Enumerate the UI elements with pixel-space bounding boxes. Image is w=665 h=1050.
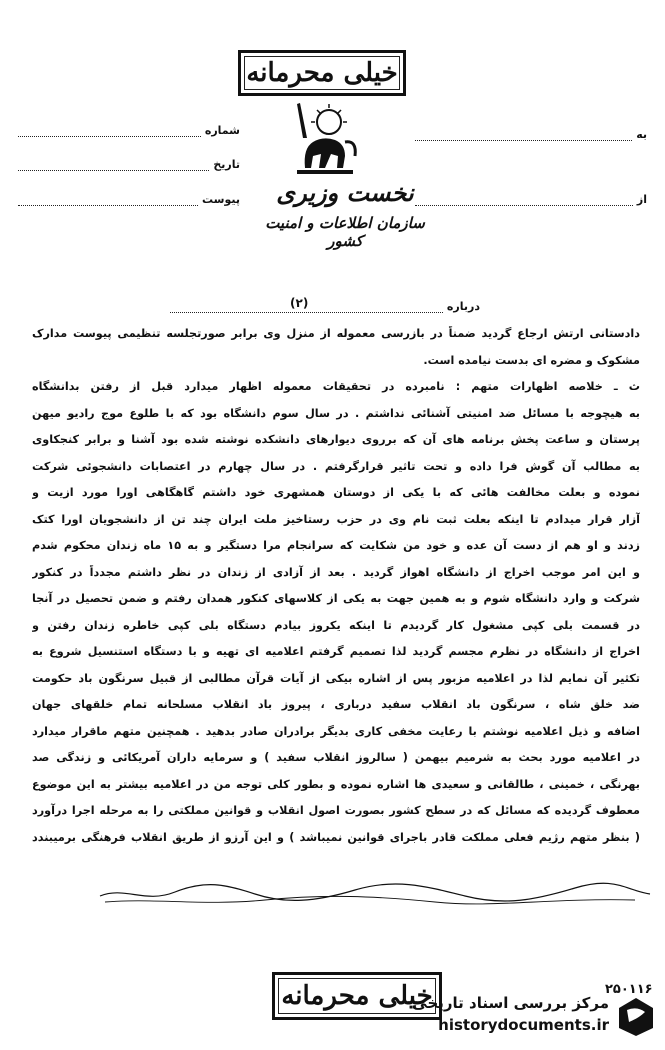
date-field — [18, 158, 240, 171]
text-line: و این امر موجب اخراج از دانشگاه اهواز گردید . بعد از آزادی از زندان در نظر داشتم مجدداً در کنکور — [32, 565, 640, 579]
to-label: به — [636, 128, 647, 141]
subject-line — [170, 296, 443, 313]
date-line — [18, 160, 209, 171]
number-line — [18, 126, 201, 137]
to-field — [415, 128, 647, 141]
subject-label: درباره — [446, 300, 480, 313]
from-line — [415, 195, 633, 206]
number-label: شماره — [204, 124, 240, 137]
archive-logo-icon — [615, 996, 657, 1038]
text-line: مشکوک و مضره ای بدست نیامده است. — [423, 353, 640, 367]
attachment-label: پیوست — [202, 193, 240, 206]
from-label: از — [636, 193, 647, 206]
text-line: ضد خلق شاه ، سرنگون باد انقلاب سفید درباری ، پیروز باد انقلاب مسلحانه تمام خلقهای جهان — [32, 698, 640, 711]
text-line: ث ـ خلاصه اظهارات متهم : نامبرده در تحقیقات معموله اظهار میدارد قبل از رفتن بدانشگاه — [32, 380, 640, 393]
text-line: تکثیر آن نمایم لذا در اعلامیه مزبور پس از اشاره بیکی از آیات قرآن مطالبی از قبیل سرنگون باد حکومت — [32, 671, 640, 685]
text-line: شرکت و وارد دانشگاه شوم و به همین جهت به یکی از کلاسهای کنکور همدان رفتم و ضمن تحصیل در آنجا — [32, 592, 640, 605]
text-line: اخراج از دانشگاه در نظرم مجسم گردید لذا تصمیم گرفتم اعلامیه ای تهیه و با دستگاه استنسیل شروع به — [32, 645, 640, 658]
to-line — [415, 130, 632, 141]
body-text — [32, 326, 640, 856]
from-field — [415, 193, 647, 206]
org-subtitle: سازمان اطلاعات و امنیت کشور — [265, 214, 425, 250]
watermark-url[interactable]: historydocuments.ir — [438, 1016, 609, 1034]
text-line: زدند و او هم از دست آن عده و خود من شکایت که سرانجام مرا دستگیر و به ۱۵ ماه زندان محکوم شدم — [32, 539, 640, 552]
text-line: ( بنظر متهم رژیم فعلی مملکت قادر باجرای قوانین نمیباشد ) و این آرزو از طریق انقلاب فرهنگی برمیبندد — [32, 830, 640, 844]
watermark-title: مرکز بررسی اسناد تاریخی — [412, 994, 609, 1012]
text-line: اضافه و ذیل اعلامیه نوشتم با رعایت مخفی کاری بدیگر برادران صادر بدهید . همچنین متهم ماقرار میدارد — [32, 724, 640, 738]
lion-and-sun-emblem-icon — [283, 98, 365, 180]
document-number: ۲۵۰۱۱۶ — [605, 982, 653, 997]
text-line: به هیچوجه با مسائل ضد امنیتی آشنائی نداشتم . در سال سوم دانشگاه بود که با طلوع موج رادیو میهن — [32, 406, 640, 420]
text-line: نموده و بعلت مخالفت هائی که با یکی از دوستان همشهری خود داشتم گاهگاهی اورا مورد ازیت و — [32, 486, 640, 499]
text-line: آزار قرار میدادم تا اینکه بعلت ثبت نام وی در حزب رستاخیز ملت ایران چند تن از دانشجویان اورا کتک — [32, 512, 640, 526]
handwritten-annotation-icon — [95, 878, 655, 908]
watermark — [385, 992, 657, 1044]
text-line: در اعلامیه مورد بحث به شرمیم بیهمن ( سالروز انقلاب سفید ) و سرمایه داران آمریکائی و زندگی صد — [32, 751, 640, 764]
text-line: معطوف گردیده که مسائل که در سطح کشور بصورت اصول انقلاب و قوانین مملکتی را به مرحله اجرا درآورد — [32, 804, 640, 817]
text-line: پرستان و ساعت پخش برنامه های آن که برروی دیوارهای دانشکده نوشته شده بود آشنا و برابر کنجکاوی — [32, 433, 640, 446]
text-line: دادستانی ارتش ارجاع گردید ضمناً در بازرسی معموله از منزل وی برابر صورتجلسه تنظیمی پیوست مدارک — [32, 327, 640, 340]
date-label: تاریخ — [213, 158, 240, 171]
org-title: نخست وزیری — [276, 178, 414, 207]
classification-text: خیلی محرمانه — [246, 58, 398, 88]
classification-stamp-top — [238, 50, 406, 96]
number-field — [18, 124, 240, 137]
text-line: به مطالب آن گوش فرا داده و تحت تاثیر قرارگرفتم . در سال چهارم در اعتصابات دانشجوئی شرکت — [32, 459, 640, 473]
classification-text: خیلی محرمانه — [281, 981, 433, 1011]
page-number: (۲) — [290, 296, 309, 310]
subject-field — [170, 296, 480, 313]
attachment-line — [18, 195, 198, 206]
text-line: بهرنگی ، خمینی ، طالقانی و سعیدی ها اشاره نموده و بطور کلی توجه من در اعلامیه بیشتر به این موضوع — [32, 777, 640, 791]
attachment-field — [18, 193, 240, 206]
text-line: در قسمت بلی کپی مشغول کار گردیدم تا اینکه یکروز بیادم دستگاه بلی کپی خاطره زندان رفتن و — [32, 618, 640, 632]
